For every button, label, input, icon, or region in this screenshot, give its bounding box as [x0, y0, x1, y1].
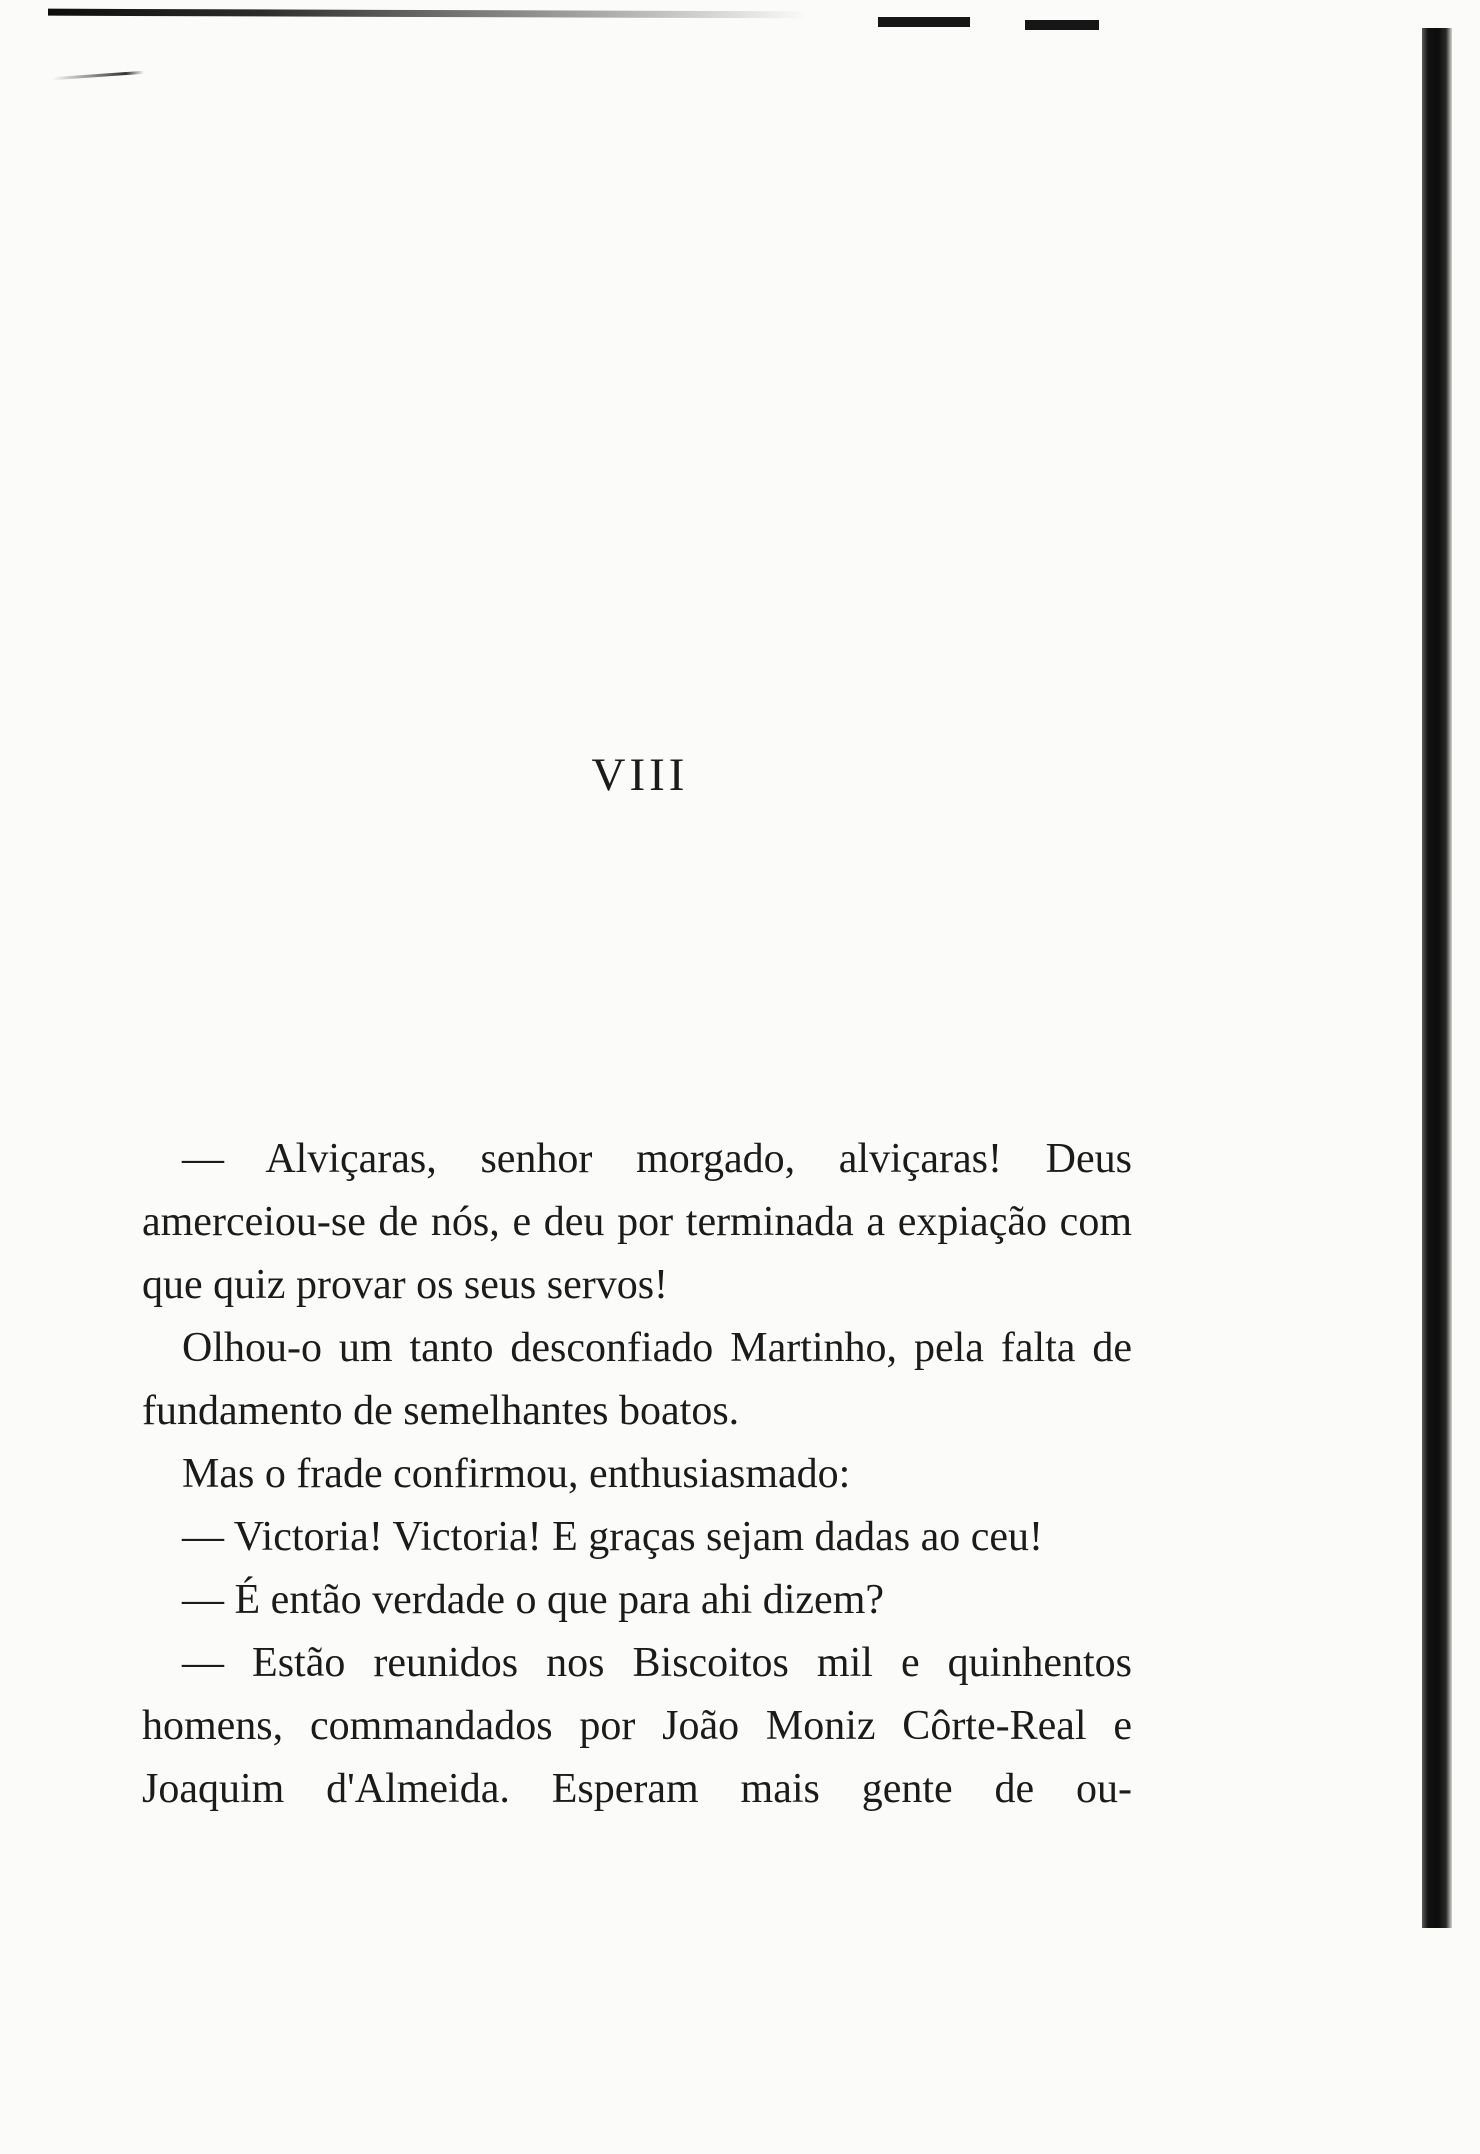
paragraph: Mas o frade confirmou, enthusiasmado:: [182, 1451, 851, 1497]
paragraph: — Victoria! Victoria! E graças sejam dadas ao ceu!: [182, 1514, 1044, 1560]
scan-edge-shadow: [1025, 20, 1099, 30]
paragraph: — Alviçaras, senhor morgado, alviçaras! Deus amerceiou-se de nós, e deu por terminada a expiação com que quiz provar os seus servos!: [142, 1136, 1132, 1308]
body-text: [142, 1128, 1132, 1821]
chapter-heading: VIII: [591, 749, 689, 801]
scan-edge-shadow: [48, 9, 808, 19]
paragraph: — Estão reunidos nos Biscoitos mil e quinhentos homens, commandados por João Moniz Côrte-Real e Joaquim d'Almeida. Esperam mais gente de ou-: [142, 1640, 1132, 1812]
scan-edge-shadow: [878, 17, 970, 27]
page-binding-shadow: [1422, 28, 1452, 1928]
paragraph: — É então verdade o que para ahi dizem?: [182, 1577, 885, 1623]
paragraph: Olhou-o um tanto desconfiado Martinho, pela falta de fundamento de semelhantes boatos.: [142, 1325, 1132, 1434]
scan-edge-shadow: [52, 71, 144, 80]
